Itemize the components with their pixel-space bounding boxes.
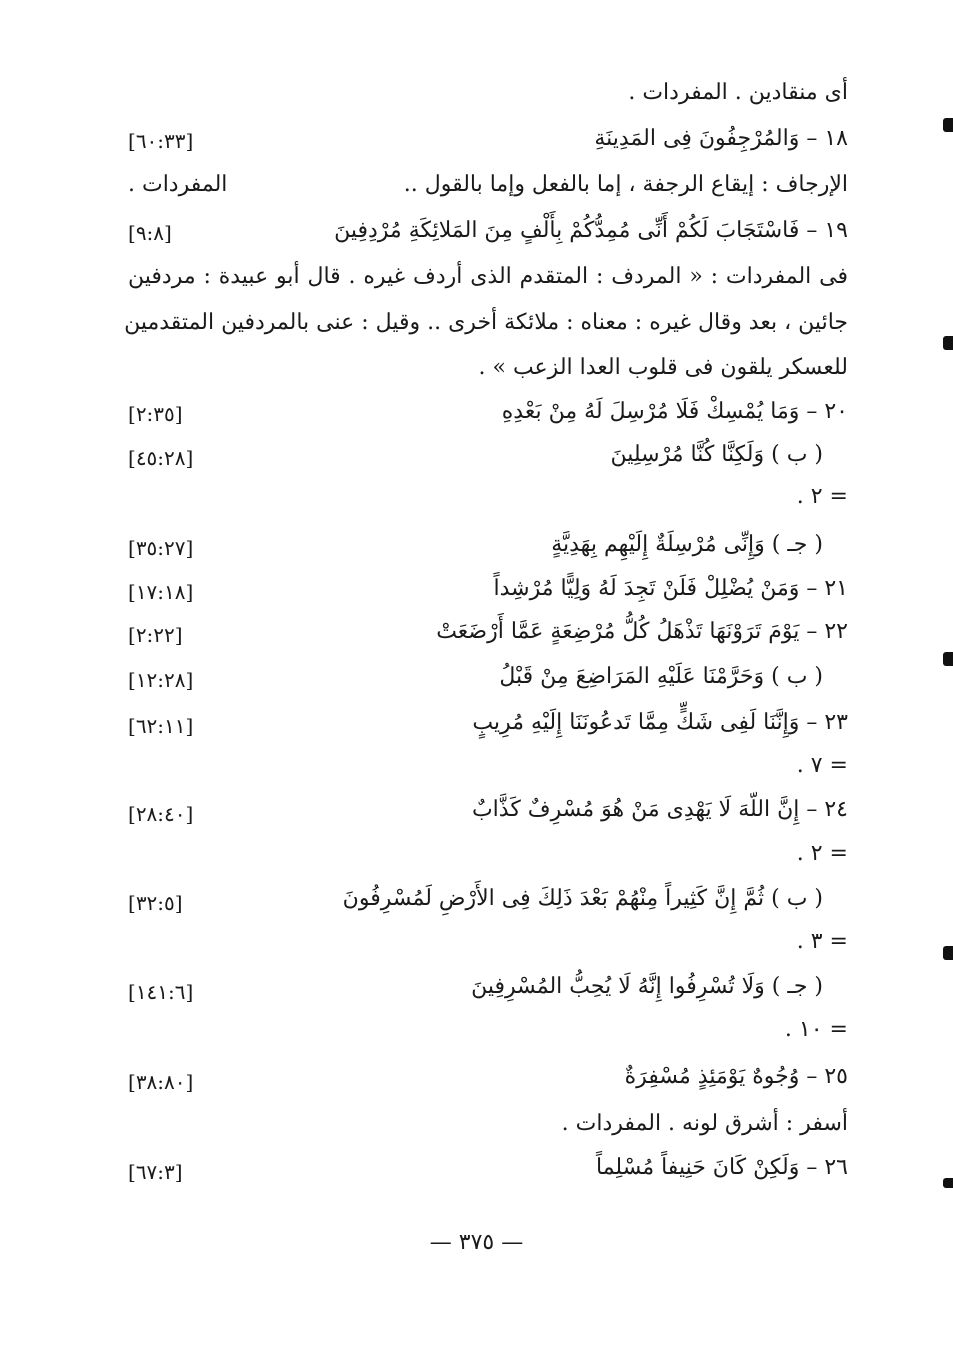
verse-22-b: ( ب ) وَحَرَّمْنَا عَلَيْهِ المَرَاضِعَ مِنْ قَبْلُ [499,664,823,689]
verse-24-c-reference: [١٤١:٦] [128,980,194,1004]
definition-irjaf: الإرجاف : إيقاع الرجفة ، إما بالفعل وإما بالقول .. [403,172,848,197]
count-line-5: = ١٠ . [784,1017,848,1042]
count-line-1: = ٢ . [796,484,848,509]
verse-20: ٢٠ – وَمَا يُمْسِكْ فَلَا مُرْسِلَ لَهُ مِنْ بَعْدِهِ [501,399,848,424]
verse-24-b: ( ب ) ثُمَّ إِنَّ كَثِيراً مِنْهُمْ بَعْدَ ذَلِكَ فِى الأَرْضِ لَمُسْرِفُونَ [342,886,823,911]
definition-asfar: أسفر : أشرق لونه . المفردات . [561,1111,848,1136]
source-mufradat: المفردات . [128,172,228,197]
verse-22-b-reference: [١٢:٢٨] [128,668,194,692]
verse-20-reference: [٢:٣٥] [128,402,183,426]
verse-26-reference: [٦٧:٣] [128,1160,183,1184]
verse-22: ٢٢ – يَوْمَ تَرَوْنَهَا تَذْهَلُ كُلُّ مُرْضِعَةٍ عَمَّا أَرْضَعَتْ [436,619,848,644]
verse-20-b: ( ب ) وَلَكِنَّا كُنَّا مُرْسِلِينَ [610,442,823,467]
count-line-3: = ٢ . [796,841,848,866]
verse-24: ٢٤ – إِنَّ اللّهَ لَا يَهْدِى مَنْ هُوَ مُسْرِفٌ كَذَّابٌ [471,797,848,822]
verse-20-c-reference: [٣٥:٢٧] [128,536,194,560]
note-line-3: للعسكر يلقون فى قلوب العدا الزعب » . [478,355,848,380]
page-number: — ٣٧٥ — [429,1230,524,1255]
note-line-2: جائين ، بعد وقال غيره : معناه : ملائكة أخرى .. وقيل : عنى بالمردفين المتقدمين [124,310,848,335]
verse-19: ١٩ – فَاسْتَجَابَ لَكُمْ أَنِّى مُمِدُّكُمْ بِأَلْفٍ مِنَ المَلائِكَةِ مُرْدِفِينَ [334,218,848,243]
verse-24-c: ( جـ ) وَلَا تُسْرِفُوا إِنَّهُ لَا يُحِبُّ المُسْرِفِينَ [471,974,823,999]
count-line-4: = ٣ . [796,929,848,954]
verse-20-b-reference: [٤٥:٢٨] [128,446,194,470]
verse-21: ٢١ – وَمَنْ يُضْلِلْ فَلَنْ تَجِدَ لَهُ وَلِيًّا مُرْشِداً [493,576,848,601]
verse-24-b-reference: [٣٢:٥] [128,891,183,915]
margin-mark [943,118,953,132]
verse-23-reference: [٦٢:١١] [128,714,194,738]
margin-mark [943,1178,953,1188]
verse-25: ٢٥ – وُجُوهٌ يَوْمَئِذٍ مُسْفِرَةٌ [624,1064,848,1089]
margin-mark [943,336,953,350]
margin-mark [943,652,953,666]
count-line-2: = ٧ . [796,753,848,778]
note-line-1: فى المفردات : « المردف : المتقدم الذى أردف غيره . قال أبو عبيدة : مردفين [128,264,848,289]
verse-22-reference: [٢:٢٢] [128,623,183,647]
verse-20-c: ( جـ ) وَإِنِّى مُرْسِلَةٌ إِلَيْهِم بِهَدِيَّةٍ [551,532,823,557]
verse-23: ٢٣ – وَإِنَّنَا لَفِى شَكٍّ مِمَّا تَدعُونَنَا إِلَيْهِ مُرِيبٍ [472,710,848,735]
margin-mark [943,946,953,960]
verse-18: ١٨ – وَالمُرْجِفُونَ فِى المَدِينَةِ [594,126,848,151]
verse-18-reference: [٦٠:٣٣] [128,129,194,153]
verse-21-reference: [١٧:١٨] [128,580,194,604]
verse-19-reference: [٩:٨] [128,221,172,245]
verse-25-reference: [٣٨:٨٠] [128,1070,194,1094]
verse-26: ٢٦ – وَلَكِنْ كَانَ حَنِيفاً مُسْلِماً [596,1155,848,1180]
verse-24-reference: [٢٨:٤٠] [128,802,194,826]
text-line-1: أى منقادين . المفردات . [628,80,848,105]
